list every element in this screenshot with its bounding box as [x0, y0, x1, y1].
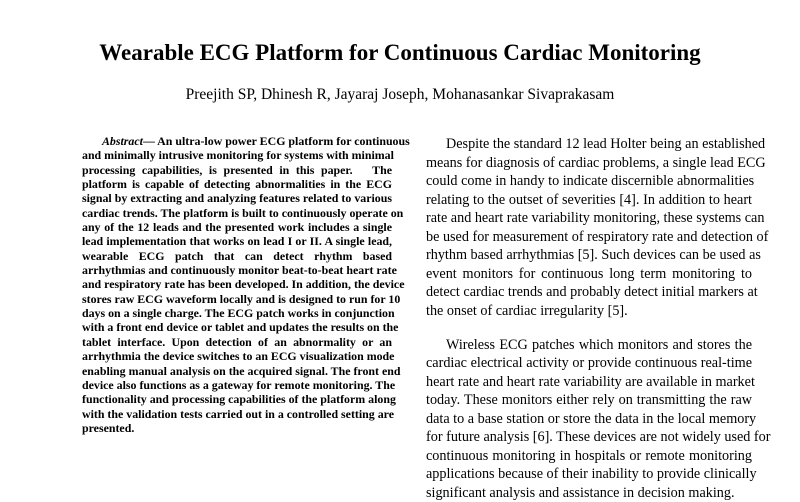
- abstract-line: arrhythmia the device switches to an ECG visualization mode: [82, 349, 392, 363]
- paper-authors: Preejith SP, Dhinesh R, Jayaraj Joseph, Mohanasankar Sivaprakasam: [0, 85, 800, 105]
- abstract-line: any of the 12 leads and the presented work includes a single: [82, 220, 392, 234]
- body-line: detect cardiac trends and probably detect initial markers at: [426, 283, 752, 302]
- body-line: significant analysis and assistance in decision making.: [426, 484, 752, 502]
- abstract-line: and respiratory rate has been developed. In addition, the device: [82, 277, 392, 291]
- abstract-line: and minimally intrusive monitoring for systems with minimal: [82, 148, 392, 162]
- body-line: rate and heart rate variability monitoring, these systems can: [426, 209, 752, 228]
- abstract-line: with the validation tests carried out in a controlled setting are: [82, 407, 392, 421]
- abstract-line: tablet interface. Upon detection of an abnormality or an: [82, 335, 392, 349]
- body-line: could come in handy to indicate discernible abnormalities: [426, 172, 752, 191]
- abstract-line: enabling manual analysis on the acquired signal. The front end: [82, 364, 392, 378]
- body-line: be used for measurement of respiratory rate and detection of: [426, 228, 752, 247]
- body-line: the onset of cardiac irregularity [5].: [426, 302, 752, 321]
- body-line: today. These monitors either rely on transmitting the raw: [426, 391, 752, 410]
- paragraph-gap: [426, 320, 752, 336]
- body-line: Despite the standard 12 lead Holter being an established: [426, 135, 752, 154]
- body-line: Wireless ECG patches which monitors and stores the: [426, 336, 752, 355]
- abstract-label: Abstract: [102, 134, 143, 148]
- body-line: continuous monitoring in hospitals or remote monitoring: [426, 447, 752, 466]
- body-line: means for diagnosis of cardiac problems, a single lead ECG: [426, 154, 752, 173]
- abstract-line: arrhythmias and continuously monitor beat-to-beat heart rate: [82, 263, 392, 277]
- body-line: relating to the outset of severities [4]. In addition to heart: [426, 191, 752, 210]
- paper-title: Wearable ECG Platform for Continuous Cardiac Monitoring: [0, 38, 800, 68]
- abstract-line: with a front end device or tablet and updates the results on the: [82, 320, 392, 334]
- abstract-line: cardiac trends. The platform is built to continuously operate on: [82, 206, 392, 220]
- body-line: heart rate and heart rate variability are available in market: [426, 373, 752, 392]
- abstract-line: Abstract— An ultra-low power ECG platform for continuous: [82, 134, 392, 148]
- body-line: event monitors for continuous long term monitoring to: [426, 265, 752, 284]
- abstract-line: platform is capable of detecting abnormalities in the ECG: [82, 177, 392, 191]
- body-line: rhythm based arrhythmias [5]. Such devices can be used as: [426, 246, 752, 265]
- abstract-line: functionality and processing capabilities of the platform along: [82, 392, 392, 406]
- body-paragraph-2: [426, 336, 752, 502]
- body-column: [426, 135, 752, 502]
- body-line: applications because of their inability to provide clinically: [426, 465, 752, 484]
- abstract-line: lead implementation that works on lead I or II. A single lead,: [82, 234, 392, 248]
- abstract-line: signal by extracting and analyzing features related to various: [82, 191, 392, 205]
- abstract-line: presented.: [82, 421, 392, 435]
- abstract-line: device also functions as a gateway for remote monitoring. The: [82, 378, 392, 392]
- abstract-line: stores raw ECG waveform locally and is designed to run for 10: [82, 292, 392, 306]
- abstract-line: processing capabilities, is presented in this paper. The: [82, 163, 392, 177]
- body-paragraph-1: [426, 135, 752, 320]
- body-line: data to a base station or store the data in the local memory: [426, 410, 752, 429]
- abstract-section: [82, 134, 392, 435]
- abstract-line: wearable ECG patch that can detect rhythm based: [82, 249, 392, 263]
- abstract-line: days on a single charge. The ECG patch works in conjunction: [82, 306, 392, 320]
- body-line: for future analysis [6]. These devices are not widely used for: [426, 428, 752, 447]
- body-line: cardiac electrical activity or provide continuous real-time: [426, 354, 752, 373]
